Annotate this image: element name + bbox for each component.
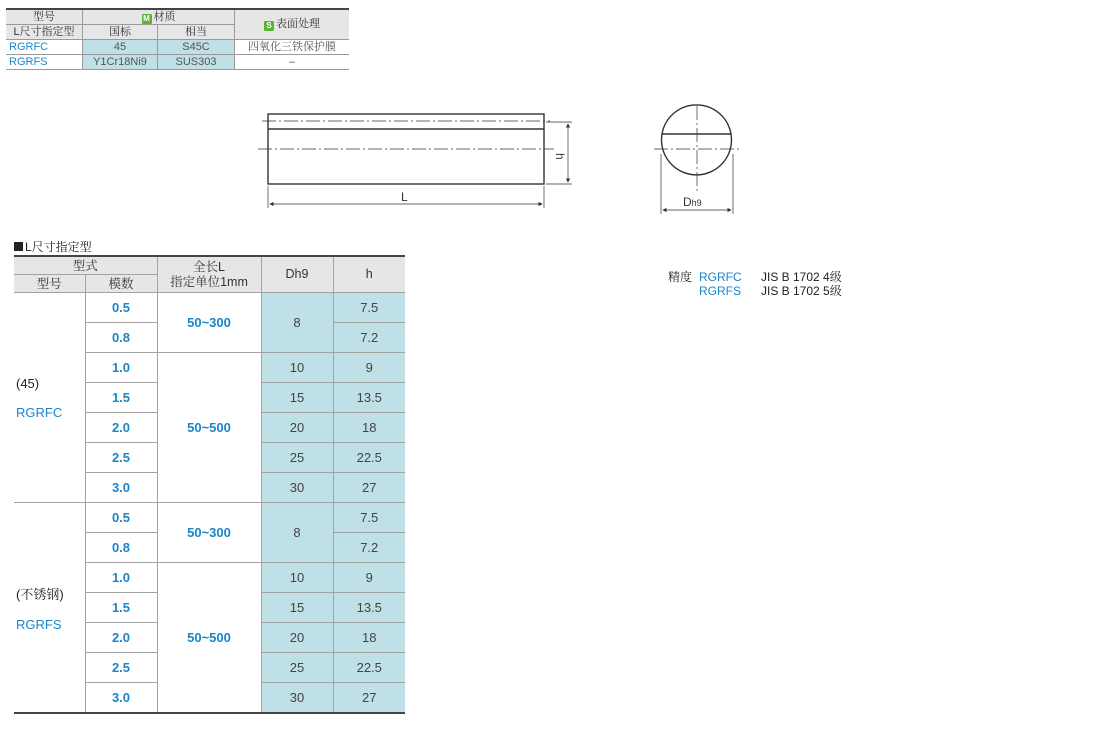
spec-module: 2.5 xyxy=(85,443,157,473)
material-surface: 四氧化三铁保护膜 xyxy=(235,40,350,55)
spec-dh9: 8 xyxy=(261,293,333,353)
material-sub-model: L尺寸指定型 xyxy=(6,25,83,40)
spec-group-code: RGRFC xyxy=(16,404,63,420)
spec-dh9: 30 xyxy=(261,473,333,503)
section-title-text: L尺寸指定型 xyxy=(25,240,92,254)
material-col-material-label: 材质 xyxy=(153,10,176,23)
material-surface: – xyxy=(235,55,350,70)
spec-h: 7.2 xyxy=(333,323,405,353)
spec-dh9: 8 xyxy=(261,503,333,563)
section-title xyxy=(14,238,92,255)
spec-h: 9 xyxy=(333,353,405,383)
material-equiv: S45C xyxy=(158,40,235,55)
precision-label: 精度 xyxy=(668,270,693,284)
material-gb: 45 xyxy=(83,40,158,55)
spec-module: 1.0 xyxy=(85,563,157,593)
spec-h: 18 xyxy=(333,413,405,443)
spec-h: 22.5 xyxy=(333,653,405,683)
spec-length-range: 50~500 xyxy=(157,563,261,714)
spec-length-range: 50~300 xyxy=(157,293,261,353)
spec-dh9: 20 xyxy=(261,413,333,443)
spec-dh9: 15 xyxy=(261,383,333,413)
spec-length-range: 50~300 xyxy=(157,503,261,563)
material-col-model: 型号 xyxy=(6,9,83,25)
spec-dh9: 10 xyxy=(261,353,333,383)
spec-dh9: 25 xyxy=(261,443,333,473)
dimension-D-main: D xyxy=(683,195,692,209)
technical-drawing xyxy=(0,0,1100,240)
spec-dh9: 10 xyxy=(261,563,333,593)
spec-dh9: 20 xyxy=(261,623,333,653)
material-col-surface-label: 表面处理 xyxy=(276,18,320,30)
spec-dh9: 25 xyxy=(261,653,333,683)
spec-hdr-dh9: Dh9 xyxy=(261,256,333,293)
dimension-L-label: L xyxy=(401,190,408,204)
rod-side-view xyxy=(258,114,572,208)
spec-module: 2.5 xyxy=(85,653,157,683)
spec-module: 1.5 xyxy=(85,383,157,413)
spec-h: 7.5 xyxy=(333,293,405,323)
spec-h: 18 xyxy=(333,623,405,653)
spec-h: 13.5 xyxy=(333,383,405,413)
spec-hdr-length-2: 指定单位1mm xyxy=(170,274,248,289)
spec-module: 3.0 xyxy=(85,473,157,503)
spec-h: 27 xyxy=(333,683,405,714)
spec-hdr-model: 型号 xyxy=(14,275,85,293)
spec-h: 27 xyxy=(333,473,405,503)
spec-hdr-length xyxy=(157,256,261,293)
precision-row xyxy=(668,270,842,284)
precision-note xyxy=(668,270,842,298)
spec-h: 22.5 xyxy=(333,443,405,473)
material-code: RGRFC xyxy=(6,40,83,55)
precision-standard: JIS B 1702 5级 xyxy=(761,284,842,298)
spec-table xyxy=(14,255,405,714)
spec-group-note: (45) xyxy=(16,375,40,391)
spec-module: 3.0 xyxy=(85,683,157,714)
table-row xyxy=(14,293,405,323)
material-code: RGRFS xyxy=(6,55,83,70)
surface-badge-icon: S xyxy=(264,21,274,31)
spec-hdr-type: 型式 xyxy=(14,256,157,275)
spec-length-range: 50~500 xyxy=(157,353,261,503)
square-bullet-icon xyxy=(14,242,23,251)
material-sub-equiv: 相当 xyxy=(158,25,235,40)
material-equiv: SUS303 xyxy=(158,55,235,70)
spec-h: 7.2 xyxy=(333,533,405,563)
spec-module: 1.0 xyxy=(85,353,157,383)
material-gb: Y1Cr18Ni9 xyxy=(83,55,158,70)
spec-module: 0.5 xyxy=(85,293,157,323)
precision-code: RGRFC xyxy=(699,270,742,284)
spec-group-model xyxy=(14,503,85,714)
spec-group-note: (不锈钢) xyxy=(16,586,64,602)
spec-h: 13.5 xyxy=(333,593,405,623)
spec-group-model xyxy=(14,293,85,503)
spec-module: 2.0 xyxy=(85,413,157,443)
spec-h: 9 xyxy=(333,563,405,593)
dimension-h-label: h xyxy=(553,153,567,160)
spec-dh9: 15 xyxy=(261,593,333,623)
spec-hdr-h: h xyxy=(333,256,405,293)
dimension-D-sub: h9 xyxy=(691,198,702,208)
spec-module: 1.5 xyxy=(85,593,157,623)
precision-standard: JIS B 1702 4级 xyxy=(761,270,842,284)
spec-module: 0.5 xyxy=(85,503,157,533)
spec-hdr-module: 模数 xyxy=(85,275,157,293)
dimension-D-label xyxy=(683,195,702,209)
material-badge-icon: M xyxy=(143,13,150,23)
precision-row xyxy=(668,284,842,298)
spec-module: 0.8 xyxy=(85,323,157,353)
spec-module: 0.8 xyxy=(85,533,157,563)
material-sub-gb: 国标 xyxy=(83,25,158,40)
precision-code: RGRFS xyxy=(699,284,741,298)
spec-group-code: RGRFS xyxy=(16,616,62,632)
spec-hdr-length-1: 全长L xyxy=(193,259,225,274)
spec-dh9: 30 xyxy=(261,683,333,714)
table-row xyxy=(14,503,405,533)
spec-h: 7.5 xyxy=(333,503,405,533)
spec-module: 2.0 xyxy=(85,623,157,653)
